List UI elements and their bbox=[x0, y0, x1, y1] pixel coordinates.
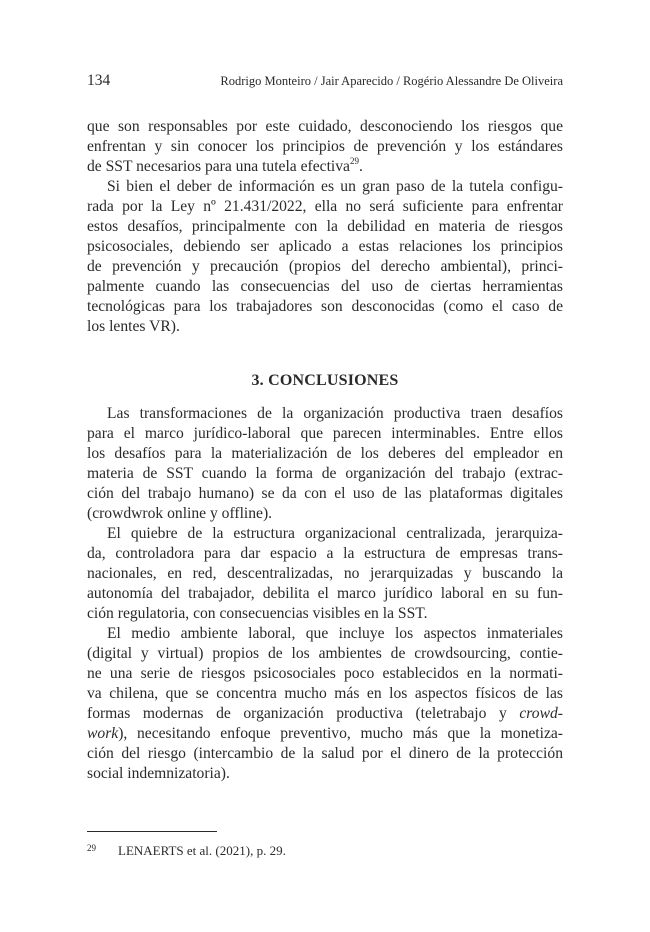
footnote-text: LENAERTS et al. (2021), p. 29. bbox=[118, 843, 286, 858]
text-line: nacionales, en red, descentralizadas, no jerarquizadas y buscando la bbox=[87, 565, 563, 582]
paragraph bbox=[87, 524, 563, 624]
text-line: social indemnizatoria). bbox=[87, 765, 230, 782]
text-line: de prevención y precaución (propios del derecho ambiental), princi- bbox=[87, 258, 563, 275]
text-line: estos desafíos, principalmente con la debilidad en materia de riesgos bbox=[87, 218, 563, 235]
running-head-authors: Rodrigo Monteiro / Jair Aparecido / Rogério Alessandre De Oliveira bbox=[220, 74, 563, 88]
text-line: va chilena, que se concentra mucho más en los aspectos físicos de las bbox=[87, 685, 563, 702]
text-fragment: . bbox=[358, 158, 363, 175]
text-line bbox=[87, 724, 563, 744]
footnote-divider bbox=[87, 831, 217, 832]
paragraph bbox=[87, 404, 563, 524]
text-line: El quiebre de la estructura organizacional centralizada, jerarquiza- bbox=[107, 525, 563, 542]
text-line: enfrentan y sin conocer los principios de prevención y los estándares bbox=[87, 138, 563, 155]
text-line bbox=[87, 157, 563, 177]
body-text-conclusions bbox=[87, 404, 563, 784]
text-line: (crowdwrok online y offline). bbox=[87, 505, 273, 522]
footnote bbox=[87, 843, 286, 859]
text-line: El medio ambiente laboral, que incluye los aspectos inmateriales bbox=[107, 625, 563, 642]
text-line: ción del riesgo (intercambio de la salud por el dinero de la protección bbox=[87, 745, 563, 762]
running-head bbox=[87, 72, 563, 92]
text-line: rada por la Ley nº 21.431/2022, ella no será suficiente para enfrentar bbox=[87, 198, 563, 215]
body-text-top bbox=[87, 117, 563, 337]
text-line: palmente cuando las consecuencias del uso de ciertas herramientas bbox=[87, 278, 563, 295]
paragraph bbox=[87, 117, 563, 177]
paragraph bbox=[87, 624, 563, 784]
text-line: que son responsables por este cuidado, desconociendo los riesgos que bbox=[87, 118, 563, 135]
text-fragment: de SST necesarios para una tutela efectiva bbox=[87, 158, 350, 175]
text-line bbox=[87, 704, 563, 724]
text-line: (digital y virtual) propios de los ambientes de crowdsourcing, contie- bbox=[87, 645, 563, 662]
text-line: da, controladora para dar espacio a la estructura de empresas trans- bbox=[87, 545, 563, 562]
text-line: psicosociales, debiendo ser aplicado a estas relaciones los principios bbox=[87, 238, 563, 255]
text-line: ción del trabajo humano) se da con el uso de las plataformas digitales bbox=[87, 485, 563, 502]
text-fragment: formas modernas de organización productiva (teletrabajo y bbox=[87, 705, 520, 722]
text-line: materia de SST cuando la forma de organización del trabajo (extrac- bbox=[87, 465, 563, 482]
paragraph bbox=[87, 177, 563, 337]
text-line: ne una serie de riesgos psicosociales poco establecidos en la normati- bbox=[87, 665, 563, 682]
italic-term: crowd- bbox=[519, 705, 563, 722]
text-line: los desafíos para la materialización de los deberes del empleador en bbox=[87, 445, 563, 462]
section-heading: 3. CONCLUSIONES bbox=[251, 372, 399, 389]
italic-term: work bbox=[87, 725, 119, 742]
text-line: autonomía del trabajador, debilita el marco jurídico laboral en su fun- bbox=[87, 585, 563, 602]
text-line: Las transformaciones de la organización productiva traen desafíos bbox=[107, 405, 563, 422]
text-fragment: ), necesitando enfoque preventivo, mucho más que la monetiza- bbox=[118, 725, 563, 742]
page-number: 134 bbox=[87, 72, 111, 89]
text-line: Si bien el deber de información es un gran paso de la tutela configu- bbox=[107, 178, 563, 195]
text-line: tecnológicas para los trabajadores son desconocidas (como el caso de bbox=[87, 298, 563, 315]
text-line: ción regulatoria, con consecuencias visibles en la SST. bbox=[87, 605, 428, 622]
footnote-reference[interactable]: 29 bbox=[349, 156, 359, 166]
footnote-number: 29 bbox=[87, 843, 96, 853]
text-line: para el marco jurídico-laboral que parecen interminables. Entre ellos bbox=[87, 425, 563, 442]
text-line: los lentes VR). bbox=[87, 318, 180, 335]
